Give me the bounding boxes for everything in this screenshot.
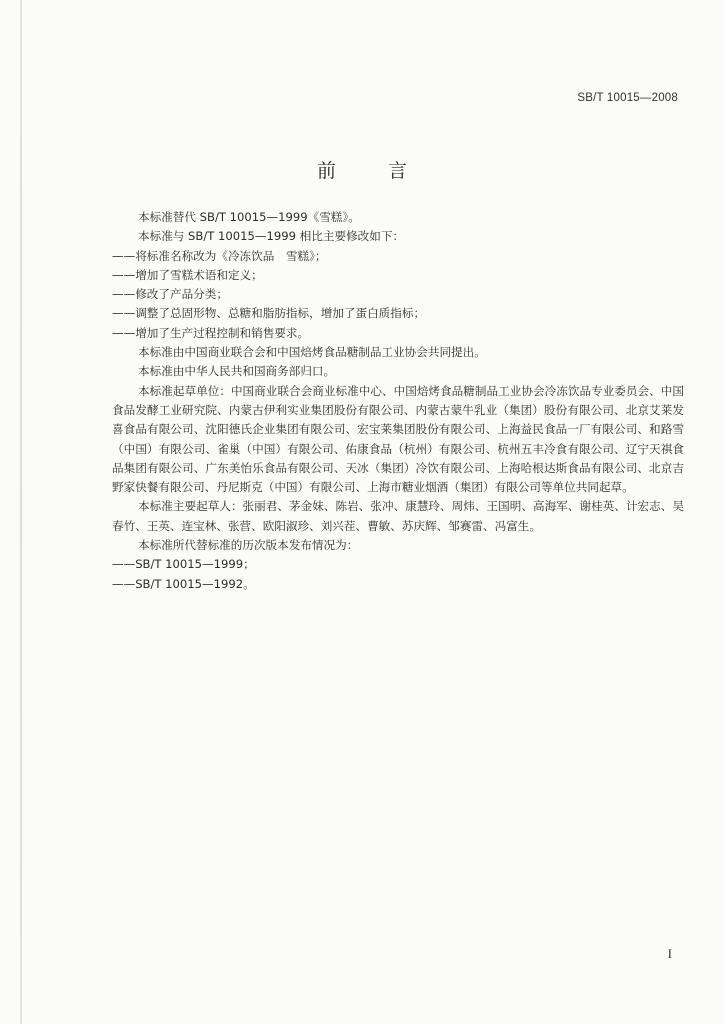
change-item-5: ——增加了生产过程控制和销售要求。	[112, 325, 310, 340]
paragraph-history-intro: 本标准所代替标准的历次版本发布情况为：	[138, 538, 359, 553]
page-title	[0, 156, 724, 183]
paragraph-changes-intro: 本标准与 SB/T 10015—1999 相比主要修改如下：	[138, 229, 405, 244]
paragraph-replaces: 本标准替代 SB/T 10015—1999《雪糕》。	[138, 210, 360, 224]
title-char-2: 言	[388, 160, 408, 182]
change-item-4: ——调整了总固形物、总糖和脂肪指标，增加了蛋白质指标；	[112, 306, 426, 321]
paragraph-proposed-by: 本标准由中国商业联合会和中国焙烤食品糖制品工业协会共同提出。	[138, 345, 486, 360]
page-number: I	[667, 946, 672, 961]
paragraph-drafting-units: 本标准起草单位：中国商业联合会商业标准中心、中国焙烤食品糖制品工业协会冷冻饮品专业委员会、中国食品发酵工业研究院、内蒙古伊利实业集团股份有限公司、内蒙古蒙牛乳业（集团）股份有限公司、北京艾莱发喜食品有限公司、沈阳德氏企业集团有限公司、宏宝莱集团股份有限公司、上海益民食品一厂有限公司、和路雪（中国）有限公司、雀巢（中国）有限公司、佑康食品（杭州）有限公司、杭州五丰冷食有限公司、辽宁天祺食品集团有限公司、广东美怡乐食品有限公司、天冰（集团）冷饮有限公司、上海哈根达斯食品有限公司、北京吉野家快餐有限公司、丹尼斯克（中国）有限公司、上海市糖业烟酒（集团）有限公司等单位共同起草。	[112, 383, 684, 495]
title-char-1: 前	[316, 160, 336, 182]
change-item-3: ——修改了产品分类；	[112, 287, 228, 302]
change-item-1: ——将标准名称改为《冷冻饮品 雪糕》；	[112, 248, 327, 263]
change-item-2: ——增加了雪糕术语和定义；	[112, 267, 263, 282]
foreword-body	[112, 208, 684, 594]
history-item-1: ——SB/T 10015—1999；	[112, 557, 255, 572]
paragraph-drafters: 本标准主要起草人：张丽君、茅金妹、陈岩、张冲、康慧玲、周炜、王国明、高海军、谢桂英、计宏志、吴春竹、王英、连宝林、张营、欧阳淑珍、刘兴茬、曹敏、苏庆辉、邹赛雷、冯富生。	[112, 499, 684, 533]
history-item-2: ——SB/T 10015—1992。	[112, 576, 255, 591]
paragraph-managed-by: 本标准由中华人民共和国商务部归口。	[138, 364, 336, 379]
document-code: SB/T 10015—2008	[577, 92, 678, 104]
